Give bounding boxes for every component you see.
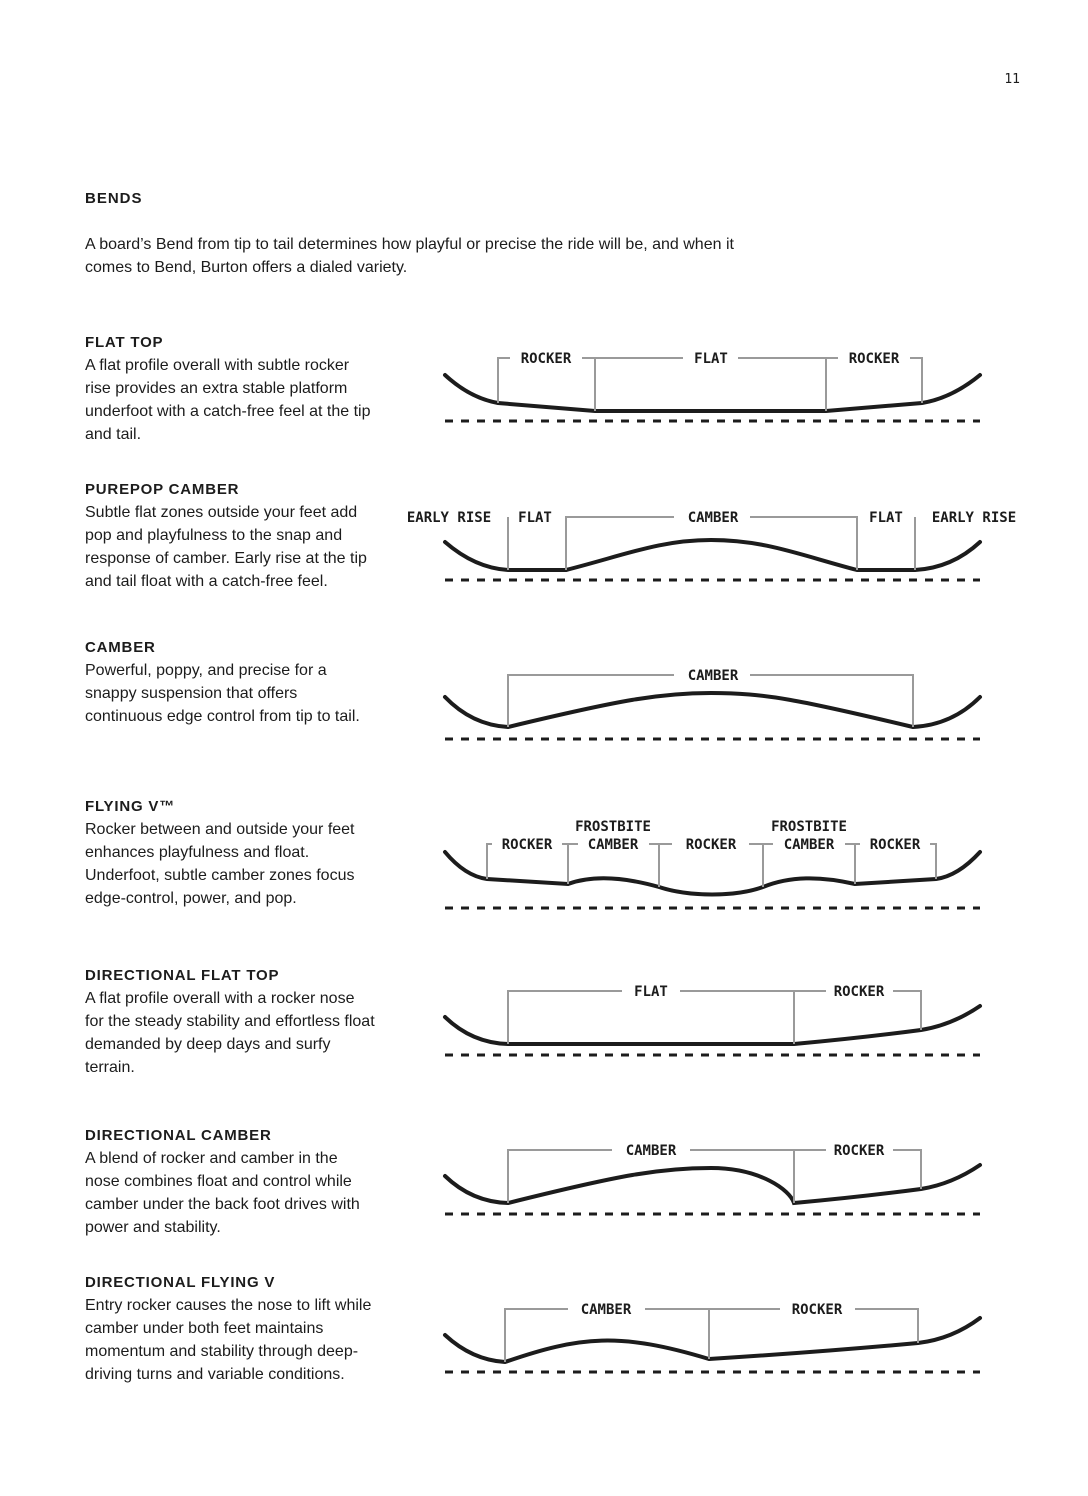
zone-label: ROCKER — [833, 984, 885, 1000]
zone-label: FLAT — [694, 351, 728, 367]
zone-label: EARLY RISE — [931, 510, 1017, 526]
page-heading: BENDS — [85, 190, 143, 207]
zone-bracket — [505, 1309, 568, 1362]
zone-label: ROCKER — [520, 351, 572, 367]
zone-label: FLAT — [634, 984, 668, 1000]
zone-label: CAMBER — [587, 837, 639, 853]
bend-title: PUREPOP CAMBER — [85, 481, 240, 498]
zone-bracket — [508, 1150, 612, 1203]
zone-label: FROSTBITE — [771, 819, 847, 835]
zone-label: ROCKER — [869, 837, 921, 853]
zone-label: CAMBER — [783, 837, 835, 853]
board-profile — [445, 1006, 980, 1044]
zone-bracket — [566, 517, 674, 570]
bend-description: Powerful, poppy, and precise for a snappy suspension that offers continuous edge control from tip to tail. — [85, 662, 360, 725]
zone-bracket — [649, 844, 659, 887]
board-profile — [445, 540, 980, 570]
bend-title: DIRECTIONAL CAMBER — [85, 1127, 272, 1144]
zone-label: CAMBER — [687, 668, 739, 684]
zone-bracket — [508, 991, 622, 1044]
intro-paragraph: A board’s Bend from tip to tail determines how playful or precise the ride will be, and when it comes to Bend, Burton offers a dialed variety. — [85, 236, 734, 276]
zone-label: CAMBER — [580, 1302, 632, 1318]
zone-label: ROCKER — [791, 1302, 843, 1318]
zone-bracket — [750, 517, 857, 570]
zone-label: ROCKER — [848, 351, 900, 367]
zone-label: EARLY RISE — [406, 510, 492, 526]
bend-title: CAMBER — [85, 639, 156, 656]
zone-label: ROCKER — [501, 837, 553, 853]
zone-bracket — [930, 844, 936, 879]
board-profile — [445, 1318, 980, 1362]
bend-description: Rocker between and outside your feet enhances playfulness and float. Underfoot, subtle camber zones focus edge-control, power, and pop. — [85, 821, 355, 907]
board-profile — [445, 852, 980, 895]
zone-bracket — [582, 358, 595, 411]
zone-bracket — [855, 1309, 918, 1343]
zone-bracket — [749, 844, 763, 887]
zone-bracket — [910, 358, 922, 403]
bend-description: Subtle flat zones outside your feet add pop and playfulness to the snap and response of camber. Early rise at the tip and tail float with a catch-free feel. — [85, 504, 367, 590]
board-profile — [445, 693, 980, 727]
zone-bracket — [738, 358, 826, 411]
zone-label: FLAT — [869, 510, 903, 526]
bend-title: FLYING V™ — [85, 798, 175, 815]
zone-label: ROCKER — [685, 837, 737, 853]
board-profile — [445, 375, 980, 411]
zone-label: FLAT — [518, 510, 552, 526]
bend-title: FLAT TOP — [85, 334, 164, 351]
bend-description: A flat profile overall with a rocker nose for the steady stability and effortless float demanded by deep days and surfy terrain. — [85, 990, 375, 1076]
zone-label: CAMBER — [625, 1143, 677, 1159]
zone-bracket — [845, 844, 855, 884]
zone-bracket — [562, 844, 568, 884]
bend-description: Entry rocker causes the nose to lift while camber under both feet maintains momentum and stability through deep-driving turns and variable conditions. — [85, 1297, 372, 1383]
zone-bracket — [893, 1150, 921, 1189]
bend-title: DIRECTIONAL FLAT TOP — [85, 967, 280, 984]
zone-bracket — [487, 844, 492, 879]
zone-bracket — [680, 991, 794, 1044]
bend-title: DIRECTIONAL FLYING V — [85, 1274, 276, 1291]
zone-bracket — [690, 1150, 794, 1203]
zone-label: FROSTBITE — [575, 819, 651, 835]
board-profile — [445, 1165, 980, 1203]
bend-description: A blend of rocker and camber in the nose combines float and control while camber under the back foot drives with power and stability. — [85, 1150, 360, 1236]
bend-description: A flat profile overall with subtle rocker rise provides an extra stable platform underfoot with a catch-free feel at the tip and tail. — [85, 357, 371, 443]
page-number: 11 — [1004, 72, 1020, 87]
zone-bracket — [498, 358, 510, 403]
zone-label: ROCKER — [833, 1143, 885, 1159]
zone-bracket — [893, 991, 921, 1030]
zone-label: CAMBER — [687, 510, 739, 526]
